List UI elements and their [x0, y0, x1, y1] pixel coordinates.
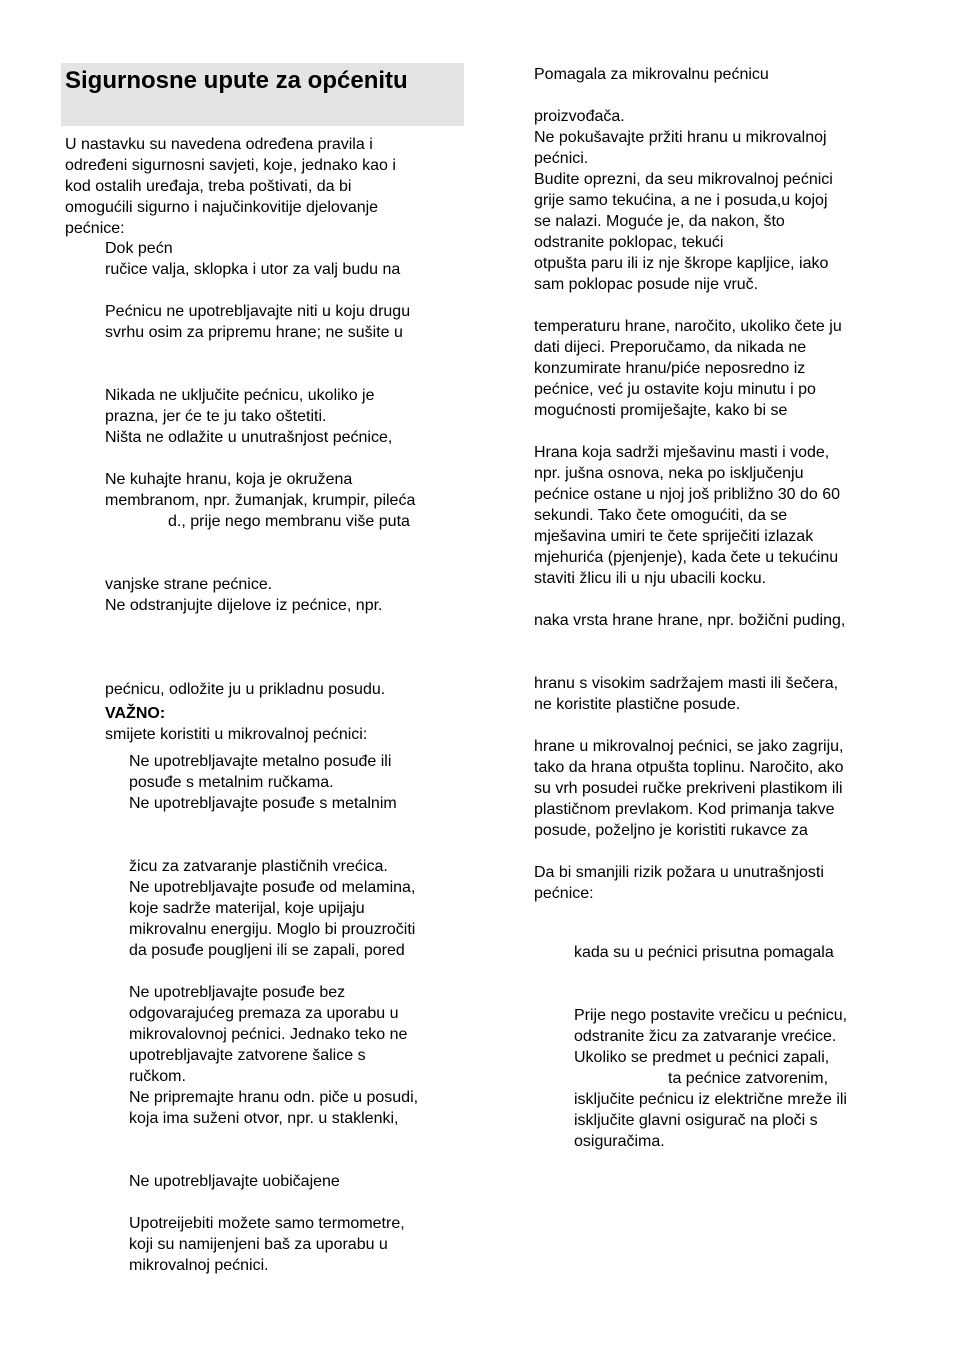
- text-line: Hrana koja sadrži mješavinu masti i vode,: [534, 444, 830, 461]
- text-line: vanjske strane pećnice.: [105, 576, 273, 593]
- text-line: ručkom.: [129, 1068, 186, 1085]
- section-title: Sigurnosne upute za općenitu: [65, 67, 408, 94]
- text-line: pećnicu, odložite ju u prikladnu posudu.: [105, 681, 386, 698]
- text-line: Prije nego postavite vrečicu u pećnicu,: [574, 1007, 848, 1024]
- text-line: mješavina umiri te čete spriječiti izlazak: [534, 528, 814, 545]
- text-line: smijete koristiti u mikrovalnoj pećnici:: [105, 726, 368, 743]
- text-line: hranu s visokim sadržajem masti ili šečera,: [534, 675, 839, 692]
- text-line: Dok pećn: [105, 240, 173, 257]
- text-line: temperaturu hrane, naročito, ukoliko čete ju: [534, 318, 842, 335]
- text-line: upotrebljavajte zatvorene šalice s: [129, 1047, 366, 1064]
- text-line: Pećnicu ne upotrebljavajte niti u koju drugu: [105, 303, 411, 320]
- safety-rules-list: [105, 238, 415, 745]
- text-line: posude, poželjno je koristiti rukavce za: [534, 822, 808, 839]
- text-line: pećnice ostane u njoj još približno 30 do 60: [534, 486, 840, 503]
- text-line: koja ima suženi otvor, npr. u staklenki,: [129, 1110, 399, 1127]
- intro-paragraph: [65, 134, 396, 239]
- text-line: Ne upotrebljavajte posuđe bez: [129, 984, 346, 1001]
- text-line: da posuđe pougljeni ili se zapali, pored: [129, 942, 405, 959]
- text-line: npr. jušna osnova, neka po isključenju: [534, 465, 804, 482]
- text-line: mogućnosti promiješajte, kako bi se: [534, 402, 788, 419]
- text-line: staviti žlicu ili u nju ubacili kocku.: [534, 570, 767, 587]
- text-line: plastičnom prevlakom. Kod primanja takve: [534, 801, 835, 818]
- text-line: pećnice, već ju ostavite koju minutu i po: [534, 381, 816, 398]
- text-line: Budite oprezni, da seu mikrovalnoj pećnici: [534, 171, 833, 188]
- text-line: tako da hrana otpušta toplinu. Naročito, ako: [534, 759, 844, 776]
- text-line: Da bi smanjili rizik požara u unutrašnjosti: [534, 864, 824, 881]
- text-line: Ne upotrebljavajte posuđe s metalnim: [129, 795, 397, 812]
- text-line: mikrovalnu energiju. Moglo bi prouzročiti: [129, 921, 416, 938]
- text-line: koje sadrže materijal, koje upijaju: [129, 900, 365, 917]
- text-line: membranom, npr. žumanjak, krumpir, pileća: [105, 492, 416, 509]
- text-line: hrane u mikrovalnoj pećnici, se jako zagriju,: [534, 738, 844, 755]
- text-line: grije samo tekućina, a ne i posuda,u kojoj: [534, 192, 828, 209]
- text-line: konzumirate hranu/piće neposredno iz: [534, 360, 806, 377]
- text-line: Ne upotrebljavajte metalno posuđe ili: [129, 753, 392, 770]
- text-line: Ne pokušavajte pržiti hranu u mikrovalnoj: [534, 129, 827, 146]
- text-line: žicu za zatvaranje plastičnih vrećica.: [129, 858, 388, 875]
- text-line: odstranite žicu za zatvaranje vrećice.: [574, 1028, 837, 1045]
- text-line: kada su u pećnici prisutna pomagala: [574, 944, 834, 961]
- text-line: Ne pripremajte hranu odn. piče u posudi,: [129, 1089, 419, 1106]
- text-line: Ne upotrebljavajte uobičajene: [129, 1173, 340, 1190]
- text-line: Ne kuhajte hranu, koja je okružena: [105, 471, 353, 488]
- fire-safety-list: [574, 942, 847, 1152]
- text-line: određeni sigurnosni savjeti, koje, jednako kao i: [65, 157, 396, 174]
- text-line: koji su namijenjeni baš za uporabu u: [129, 1236, 388, 1253]
- text-line: ne koristite plastične posude.: [534, 696, 741, 713]
- text-line: prazna, jer će te ju tako oštetiti.: [105, 408, 327, 425]
- right-column-text: [534, 64, 845, 904]
- text-line: mjehurića (pjenjenje), kada čete u tekućinu: [534, 549, 839, 566]
- text-line: U nastavku su navedena određena pravila i: [65, 136, 373, 153]
- text-line: isključite glavni osigurač na ploči s: [574, 1112, 818, 1129]
- text-line: dati dijeci. Preporučamo, da nikada ne: [534, 339, 807, 356]
- text-line: d., prije nego membranu više puta: [168, 513, 410, 530]
- text-line: su vrh posudei ručke prekriveni plastikom ili: [534, 780, 843, 797]
- text-line: Ne odstranjujte dijelove iz pećnice, npr.: [105, 597, 383, 614]
- text-line: Ništa ne odlažite u unutrašnjost pećnice,: [105, 429, 393, 446]
- section-title-box: [61, 63, 464, 126]
- text-line: naka vrsta hrane hrane, npr. božični puding,: [534, 612, 846, 629]
- text-line: Pomagala za mikrovalnu pećnicu: [534, 66, 769, 83]
- text-line: sekundi. Tako čete omogućiti, da se: [534, 507, 788, 524]
- text-line: odgovarajućeg premaza za uporabu u: [129, 1005, 399, 1022]
- text-line: mikrovalovnoj pećnici. Jednako teko ne: [129, 1026, 408, 1043]
- text-line: pećnice:: [65, 220, 125, 237]
- important-label: VAŽNO:: [105, 705, 166, 722]
- text-line: Ne upotrebljavajte posuđe od melamina,: [129, 879, 416, 896]
- text-line: isključite pećnicu iz električne mreže ili: [574, 1091, 847, 1108]
- text-line: svrhu osim za pripremu hrane; ne sušite u: [105, 324, 403, 341]
- text-line: osiguračima.: [574, 1133, 665, 1150]
- text-line: kod ostalih uređaja, treba poštivati, da bi: [65, 178, 352, 195]
- text-line: ta pećnice zatvorenim,: [668, 1070, 829, 1087]
- text-line: odstranite poklopac, tekući: [534, 234, 724, 251]
- text-line: pećnici.: [534, 150, 589, 167]
- text-line: omogućili sigurno i najučinkovitije djelovanje: [65, 199, 379, 216]
- text-line: proizvođača.: [534, 108, 625, 125]
- text-line: pećnice:: [534, 885, 594, 902]
- text-line: otpušta paru ili iz nje škrope kapljice, iako: [534, 255, 829, 272]
- cookware-rules-list: [129, 751, 418, 1276]
- text-line: ručice valja, sklopka i utor za valj budu na: [105, 261, 401, 278]
- text-line: Nikada ne uključite pećnicu, ukoliko je: [105, 387, 375, 404]
- text-line: mikrovalnoj pećnici.: [129, 1257, 269, 1274]
- text-line: Ukoliko se predmet u pećnici zapali,: [574, 1049, 830, 1066]
- text-line: sam poklopac posude nije vruč.: [534, 276, 759, 293]
- text-line: Upotreijebiti možete samo termometre,: [129, 1215, 405, 1232]
- text-line: posuđe s metalnim ručkama.: [129, 774, 334, 791]
- text-line: se nalazi. Moguće je, da nakon, što: [534, 213, 785, 230]
